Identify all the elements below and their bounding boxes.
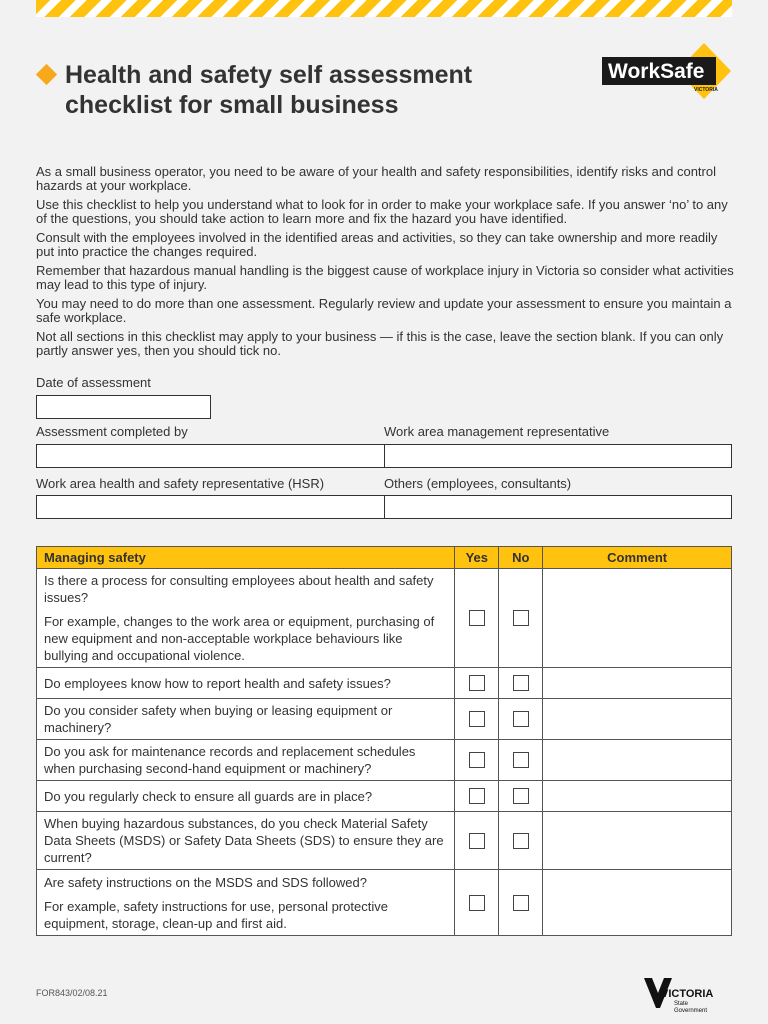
form-code: FOR843/02/08.21 [36, 988, 108, 998]
yes-cell [455, 781, 499, 812]
comment-field[interactable] [543, 870, 732, 936]
date-of-assessment-label: Date of assessment [36, 375, 151, 390]
yes-checkbox[interactable] [469, 610, 485, 626]
no-cell [499, 781, 543, 812]
no-cell [499, 569, 543, 668]
yes-checkbox[interactable] [469, 895, 485, 911]
intro-paragraph: You may need to do more than one assessment. Regularly review and update your assessment to ensure you maintain a safe workplace. [36, 296, 732, 325]
question-text: When buying hazardous substances, do you check Material Safety Data Sheets (MSDS) or Safety Data Sheets (SDS) to ensure they are current? [44, 816, 444, 865]
victoria-logo-sub1: State [674, 1001, 689, 1007]
worksafe-logo-text: WorkSafe [608, 60, 705, 83]
no-column-header: No [499, 547, 543, 569]
no-cell [499, 812, 543, 870]
yes-checkbox[interactable] [469, 788, 485, 804]
question-example: For example, changes to the work area or equipment, purchasing of new equipment and non-acceptable workplace behaviours like bullying and occupational violence. [44, 614, 435, 663]
question-text: Are safety instructions on the MSDS and SDS followed? [44, 874, 367, 890]
hsr-label: Work area health and safety representative (HSR) [36, 476, 325, 491]
assessment-completed-by-label: Assessment completed by [36, 424, 188, 439]
no-checkbox[interactable] [513, 610, 529, 626]
yes-cell [455, 870, 499, 936]
yes-column-header: Yes [455, 547, 499, 569]
no-checkbox[interactable] [513, 752, 529, 768]
table-row [37, 740, 732, 781]
yes-cell [455, 699, 499, 740]
comment-field[interactable] [543, 740, 732, 781]
question-cell [37, 740, 455, 781]
hazard-stripe-bar [36, 0, 732, 17]
date-of-assessment-field[interactable] [36, 395, 211, 419]
no-checkbox[interactable] [513, 833, 529, 849]
managing-safety-table [36, 546, 732, 936]
yes-cell [455, 812, 499, 870]
intro-paragraph: As a small business operator, you need to be aware of your health and safety responsibilities, identify risks and control hazards at your workplace. [36, 164, 716, 193]
others-field[interactable] [384, 495, 732, 519]
table-header-row [37, 547, 732, 569]
comment-column-header: Comment [543, 547, 732, 569]
comment-field[interactable] [543, 668, 732, 699]
table-row [37, 812, 732, 870]
table-row [37, 781, 732, 812]
diamond-bullet-icon [36, 64, 57, 85]
question-example: For example, safety instructions for use, personal protective equipment, storage, clean-up and first aid. [44, 898, 388, 931]
question-text: Is there a process for consulting employees about health and safety issues? [44, 573, 434, 605]
yes-checkbox[interactable] [469, 711, 485, 727]
page-title: Health and safety self assessment checklist for small business [65, 61, 473, 119]
no-checkbox[interactable] [513, 895, 529, 911]
question-cell [37, 668, 455, 699]
no-cell [499, 740, 543, 781]
intro-text [36, 165, 736, 363]
no-cell [499, 699, 543, 740]
yes-checkbox[interactable] [469, 752, 485, 768]
question-cell [37, 569, 455, 668]
victoria-logo-sub2: Government [674, 1008, 708, 1014]
intro-paragraph: Use this checklist to help you understand what to look for in order to make your workplace safe. If you answer ‘no’ to any of the questions, you should take action to learn more and fix the hazard you have identified. [36, 197, 728, 226]
yes-cell [455, 569, 499, 668]
hsr-field[interactable] [36, 495, 385, 519]
victoria-logo-text: VICTORIA [661, 988, 714, 1000]
assessment-completed-by-field[interactable] [36, 444, 385, 468]
no-checkbox[interactable] [513, 675, 529, 691]
question-text: Do employees know how to report health and safety issues? [44, 675, 391, 691]
no-cell [499, 870, 543, 936]
question-cell [37, 870, 455, 936]
intro-paragraph: Not all sections in this checklist may apply to your business — if this is the case, leave the section blank. If you can only partly answer yes, then you should tick no. [36, 329, 724, 358]
management-representative-label: Work area management representative [384, 424, 610, 439]
table-row [37, 668, 732, 699]
yes-cell [455, 740, 499, 781]
no-checkbox[interactable] [513, 711, 529, 727]
question-text: Do you regularly check to ensure all guards are in place? [44, 788, 373, 804]
others-label: Others (employees, consultants) [384, 476, 572, 491]
intro-paragraph: Remember that hazardous manual handling is the biggest cause of workplace injury in Victoria so consider what activities may lead to this type of injury. [36, 263, 734, 292]
section-header: Managing safety [37, 547, 455, 569]
question-cell [37, 812, 455, 870]
intro-paragraph: Consult with the employees involved in the identified areas and activities, so they can take ownership and more readily put into practice the changes required. [36, 230, 718, 259]
yes-checkbox[interactable] [469, 675, 485, 691]
no-checkbox[interactable] [513, 788, 529, 804]
question-cell [37, 699, 455, 740]
comment-field[interactable] [543, 569, 732, 668]
management-representative-field[interactable] [384, 444, 732, 468]
table-row [37, 569, 732, 668]
no-cell [499, 668, 543, 699]
worksafe-logo-sub: VICTORIA [694, 87, 718, 93]
yes-checkbox[interactable] [469, 833, 485, 849]
question-cell [37, 781, 455, 812]
comment-field[interactable] [543, 812, 732, 870]
victoria-government-logo [640, 976, 716, 1014]
yes-cell [455, 668, 499, 699]
comment-field[interactable] [543, 699, 732, 740]
table-row [37, 699, 732, 740]
worksafe-logo [600, 42, 732, 100]
comment-field[interactable] [543, 781, 732, 812]
table-row [37, 870, 732, 936]
question-text: Do you consider safety when buying or leasing equipment or machinery? [44, 703, 393, 735]
question-text: Do you ask for maintenance records and replacement schedules when purchasing second-hand equipment or machinery? [44, 744, 416, 776]
